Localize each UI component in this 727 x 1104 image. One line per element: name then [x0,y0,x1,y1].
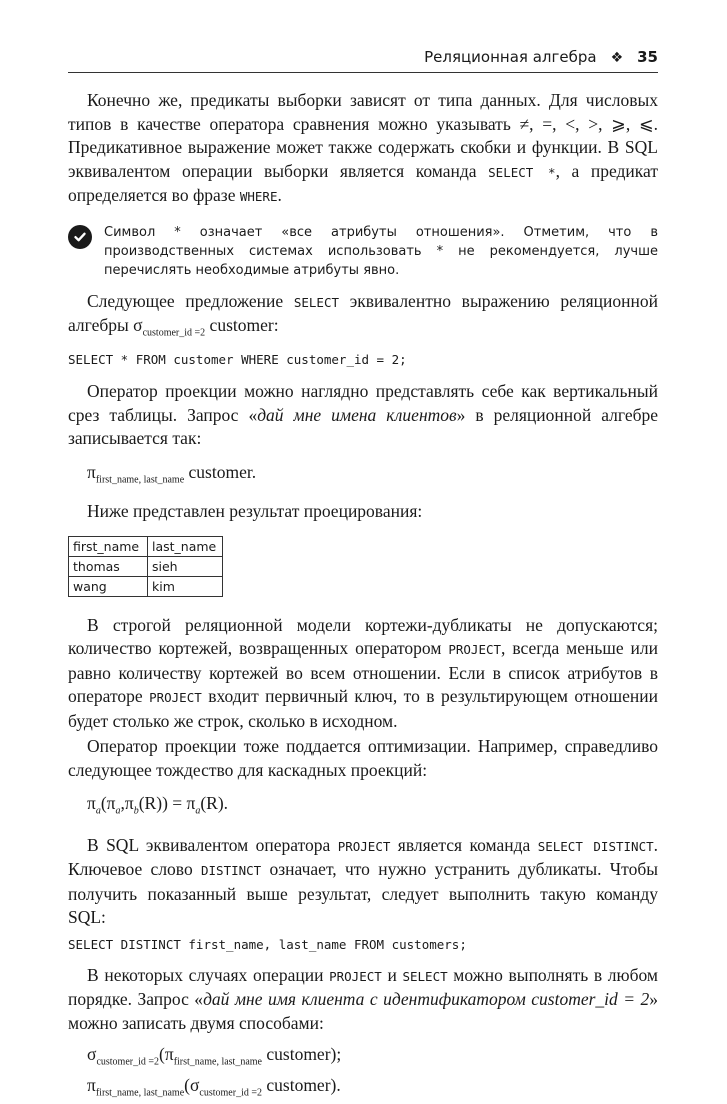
subscript: a [195,806,200,817]
italic-text: дай мне имя клиента с идентификатором customer_id = 2 [203,989,649,1009]
inline-code: SELECT [402,969,447,984]
inline-code: PROJECT [329,969,382,984]
formula-text: ( [101,793,107,813]
diamond-ornament-icon: ❖ [611,50,624,66]
text: . Ключевое слово [68,835,658,880]
text: Оператор проекции можно наглядно представлять себе как вертикальный срез таблицы. Запрос « [68,381,658,425]
formula-select-project [68,1043,658,1074]
formula-text: (R). [200,793,228,813]
pi-symbol: π [187,793,196,813]
inline-code: SELECT * [488,165,555,180]
inline-code: PROJECT [149,690,202,705]
formula-text: customer). [262,1075,341,1095]
column-header: last_name [148,536,223,556]
paragraph-duplicates [68,614,658,734]
table-header-row [69,536,223,556]
italic-text: дай мне имена клиентов [257,405,456,425]
projection-result-table [68,536,223,597]
code-listing-select: SELECT * FROM customer WHERE customer_id = 2; [68,352,658,367]
paragraph-select-equivalent [68,290,658,346]
sigma-symbol: σ [87,1044,96,1064]
paragraph-order [68,964,658,1036]
note-box [68,223,658,280]
text: » можно записать двумя способами: [68,989,658,1033]
sigma-symbol: σ [133,315,142,335]
document-page [68,48,658,1104]
text: , всегда меньше или равно количеству кортежей во всем отношении. Если в список атрибутов в операторе [68,638,658,706]
text: Конечно же, предикаты выборки зависят от типа данных. Для числовых типов в качестве оператора сравнения можно указывать ≠, =, <, >, ⩾, ⩽. Предикативное выражение может также содержать скобки и функции. В SQL эквивалентом операции выборки является команда [68,90,658,181]
pi-symbol: π [165,1044,174,1064]
text: эквивалентно выражению реляционной алгебры [68,291,658,336]
text: . [278,185,282,205]
text: В SQL эквивалентом оператора [87,835,338,855]
pi-symbol: π [125,793,134,813]
table-cell: kim [148,576,223,596]
inline-code: PROJECT [448,642,501,657]
subscript: a [116,806,121,817]
pi-symbol: π [87,462,96,482]
text: входит первичный ключ, то в результирующем отношении будет столько же строк, сколько в исходном. [68,686,658,731]
table-row [69,576,223,596]
column-header: first_name [69,536,148,556]
chapter-title: Реляционная алгебра [424,48,596,66]
formula-text: , [121,793,125,813]
inline-code: SELECT DISTINCT [538,839,654,854]
table-cell: wang [69,576,148,596]
text: » в реляционной алгебре записывается так: [68,405,658,449]
paragraph-projection [68,380,658,451]
text: можно выполнять в любом порядке. Запрос « [68,965,658,1010]
paragraph-result-intro: Ниже представлен результат проецирования: [68,500,658,524]
paragraph-optimization: Оператор проекции тоже поддается оптимизации. Например, справедливо следующее тождество для каскадных проекций: [68,735,658,782]
running-header [68,48,658,73]
text: В некоторых случаях операции [87,965,329,985]
formula-text: customer. [184,462,256,482]
inline-code: DISTINCT [201,863,261,878]
text: , а предикат определяется во фразе [68,161,658,206]
text: и [382,965,403,985]
text: В строгой реляционной модели кортежи-дубликаты не допускаются; количество кортежей, возвращенных оператором [68,615,658,659]
pi-symbol: π [87,793,96,813]
table-row [69,556,223,576]
subscript: first_name, last_name [96,1087,184,1098]
table-cell: thomas [69,556,148,576]
subscript: customer_id =2 [143,328,206,339]
paragraph-predicates [68,89,658,209]
formula-text: ( [184,1075,190,1095]
subscript: customer_id =2 [96,1057,159,1068]
formula-cascade [68,792,658,823]
text: является команда [390,835,537,855]
formula-text: ( [159,1044,165,1064]
formula-text: ) = [162,793,186,813]
subscript: b [134,806,139,817]
subscript: first_name, last_name [96,474,184,485]
table-cell: sieh [148,556,223,576]
text: Следующее предложение [87,291,294,311]
check-circle-icon [68,225,92,249]
inline-code: WHERE [240,189,278,204]
inline-code: SELECT [294,295,339,310]
sigma-symbol: σ [190,1075,199,1095]
text: означает, что нужно устранить дубликаты. Чтобы получить показанный выше результат, следует выполнить такую команду SQL: [68,859,658,927]
formula-projection [68,461,658,492]
formula-project-select [68,1074,658,1104]
subscript: a [96,806,101,817]
formula-text: customer); [262,1044,341,1064]
subscript: customer_id =2 [199,1087,262,1098]
note-text: Символ * означает «все атрибуты отношения». Отметим, что в производственных системах использовать * не рекомендуется, лучше перечислять необходимые атрибуты явно. [104,223,658,280]
subscript: first_name, last_name [174,1057,262,1068]
page-number: 35 [637,48,658,66]
pi-symbol: π [87,1075,96,1095]
paragraph-sql-distinct [68,834,658,930]
text: customer: [205,315,278,335]
pi-symbol: π [107,793,116,813]
code-listing-distinct: SELECT DISTINCT first_name, last_name FROM customers; [68,937,658,952]
inline-code: PROJECT [338,839,391,854]
formula-text: (R) [139,793,162,813]
